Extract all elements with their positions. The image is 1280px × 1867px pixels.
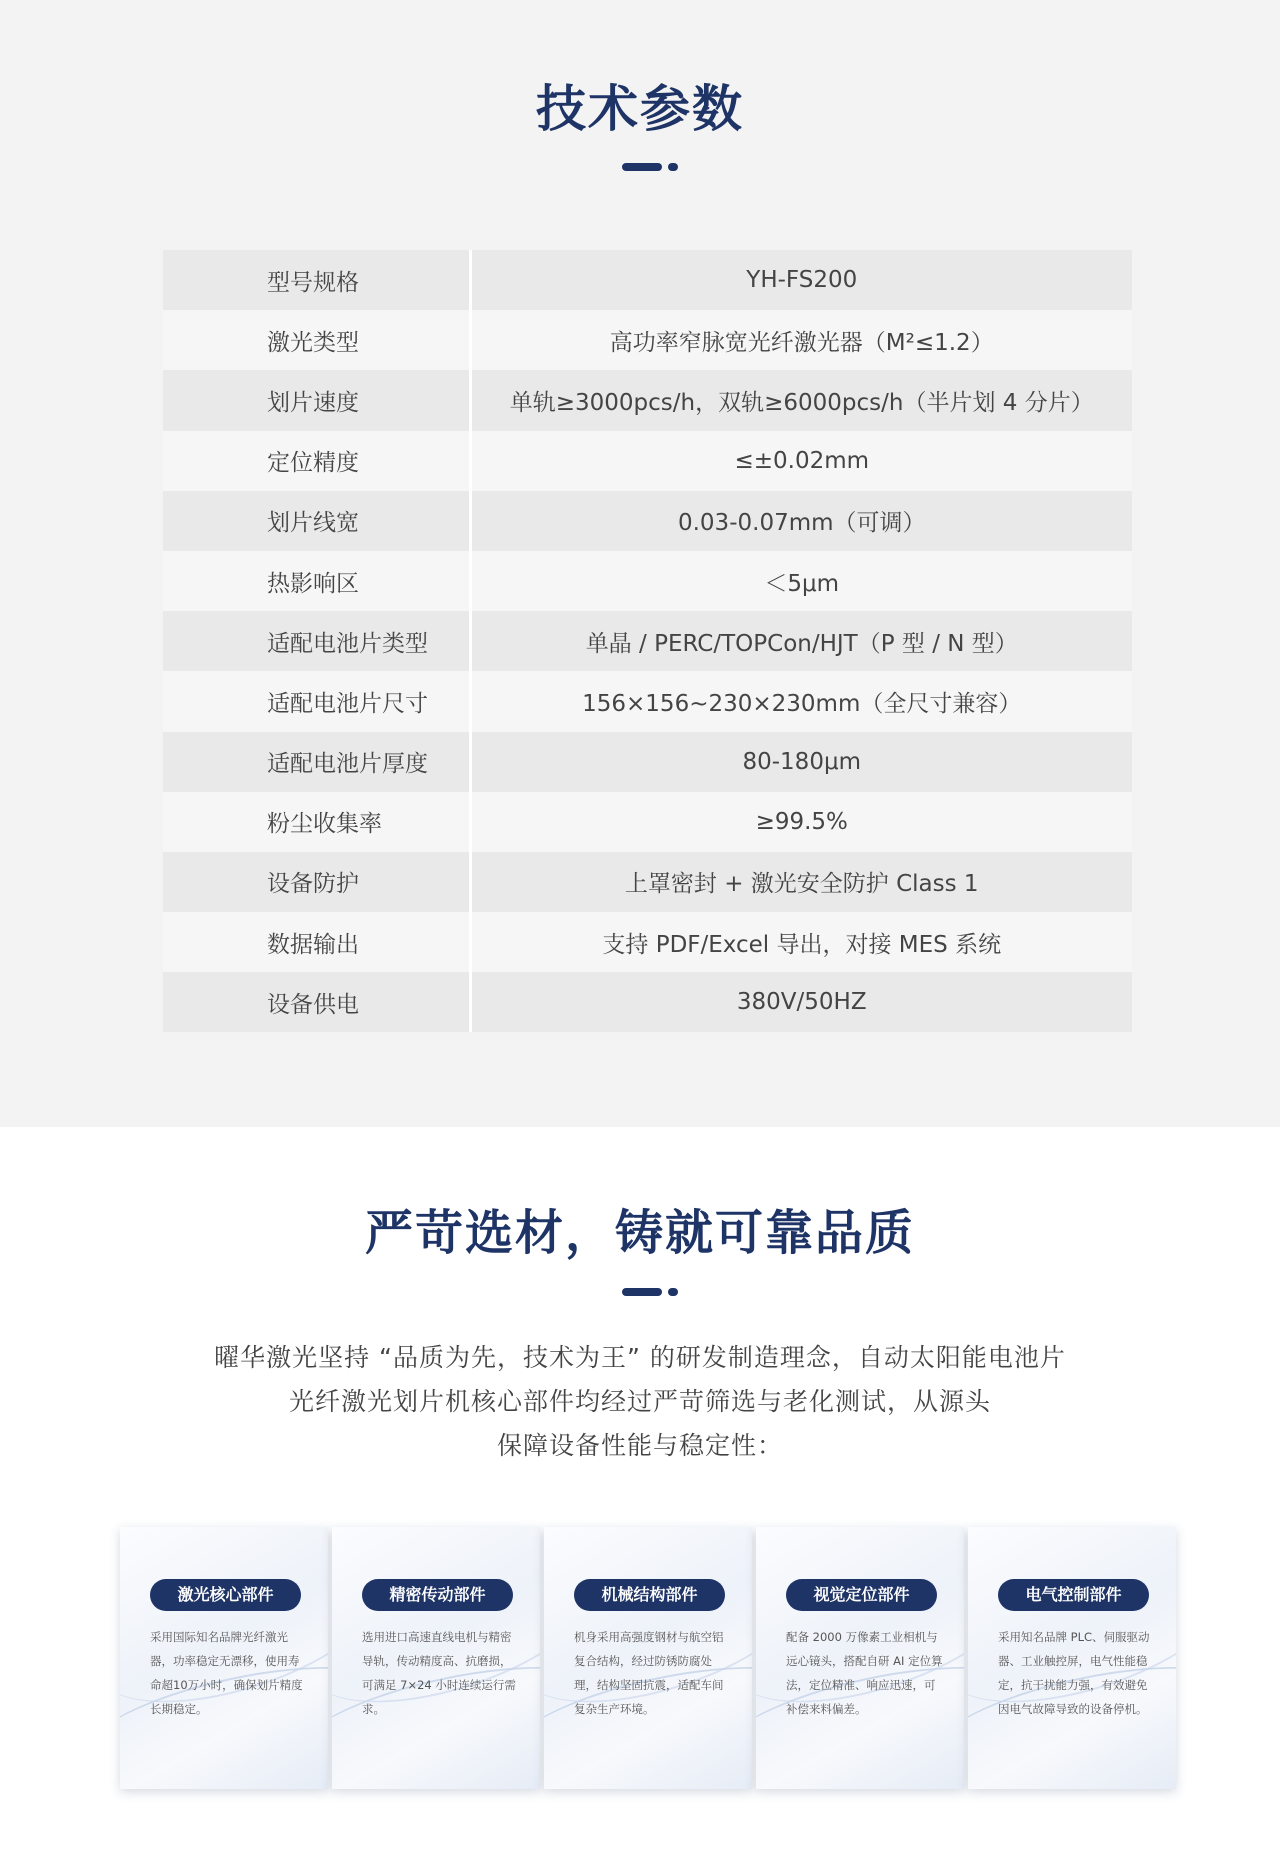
card-description: 选用进口高速直线电机与精密导轨，传动精度高、抗磨损，可满足 7×24 小时连续运行需求。 xyxy=(362,1630,516,1716)
spec-label: 划片速度 xyxy=(163,370,470,430)
spec-label: 适配电池片尺寸 xyxy=(163,671,470,731)
spec-label: 型号规格 xyxy=(163,250,470,310)
spec-value: 0.03-0.07mm（可调） xyxy=(470,491,1132,551)
spec-label: 数据输出 xyxy=(163,912,470,972)
spec-value: 上罩密封 + 激光安全防护 Class 1 xyxy=(470,852,1132,912)
spec-label: 划片线宽 xyxy=(163,491,470,551)
spec-value: 高功率窄脉宽光纤激光器（M²≤1.2） xyxy=(470,310,1132,370)
spec-label: 定位精度 xyxy=(163,431,470,491)
table-row xyxy=(163,491,1132,551)
spec-value: YH-FS200 xyxy=(470,250,1132,310)
table-row xyxy=(163,671,1132,731)
component-card-mechanical xyxy=(544,1527,752,1789)
table-row xyxy=(163,732,1132,792)
spec-label: 设备防护 xyxy=(163,852,470,912)
card-title-badge: 激光核心部件 xyxy=(150,1579,301,1611)
spec-value: ＜5μm xyxy=(470,551,1132,611)
spec-value: 支持 PDF/Excel 导出，对接 MES 系统 xyxy=(470,912,1132,972)
spec-label: 热影响区 xyxy=(163,551,470,611)
quality-intro xyxy=(0,1336,1280,1468)
component-card-laser xyxy=(120,1527,328,1789)
card-title-badge: 视觉定位部件 xyxy=(786,1579,937,1611)
component-cards xyxy=(120,1527,1176,1789)
spec-value: 单轨≥3000pcs/h，双轨≥6000pcs/h（半片划 4 分片） xyxy=(470,370,1132,430)
divider-dot xyxy=(668,163,678,171)
divider-bar xyxy=(622,163,662,171)
table-row xyxy=(163,611,1132,671)
table-row xyxy=(163,792,1132,852)
spec-value: ≥99.5% xyxy=(470,792,1132,852)
specs-title: 技术参数 xyxy=(536,80,744,138)
spec-label: 激光类型 xyxy=(163,310,470,370)
divider-dot xyxy=(668,1288,678,1296)
component-card-electrical xyxy=(968,1527,1176,1789)
spec-value: ≤±0.02mm xyxy=(470,431,1132,491)
table-row xyxy=(163,551,1132,611)
table-row xyxy=(163,852,1132,912)
spec-label: 粉尘收集率 xyxy=(163,792,470,852)
intro-line: 保障设备性能与稳定性： xyxy=(496,1431,783,1460)
card-description: 采用知名品牌 PLC、伺服驱动器、工业触控屏，电气性能稳定，抗干扰能力强，有效避免因电气故障导致的设备停机。 xyxy=(998,1630,1150,1716)
card-description: 采用国际知名品牌光纤激光器，功率稳定无漂移，使用寿命超10万小时，确保划片精度长期稳定。 xyxy=(150,1630,303,1716)
card-description: 配备 2000 万像素工业相机与远心镜头，搭配自研 AI 定位算法，定位精准、响应迅速，可补偿来料偏差。 xyxy=(786,1630,943,1716)
spec-value: 单晶 / PERC/TOPCon/HJT（P 型 / N 型） xyxy=(470,611,1132,671)
quality-title: 严苛选材，铸就可靠品质 xyxy=(364,1205,915,1261)
spec-label: 适配电池片类型 xyxy=(163,611,470,671)
table-row xyxy=(163,912,1132,972)
card-title-badge: 机械结构部件 xyxy=(574,1579,725,1611)
table-row xyxy=(163,972,1132,1032)
table-row xyxy=(163,250,1132,310)
specs-title-divider xyxy=(622,163,678,171)
component-card-transmission xyxy=(332,1527,540,1789)
spec-value: 80-180μm xyxy=(470,732,1132,792)
card-title-badge: 精密传动部件 xyxy=(362,1579,513,1611)
spec-value: 156×156~230×230mm（全尺寸兼容） xyxy=(470,671,1132,731)
component-card-vision xyxy=(756,1527,964,1789)
table-row xyxy=(163,431,1132,491)
spec-label: 适配电池片厚度 xyxy=(163,732,470,792)
table-row xyxy=(163,310,1132,370)
card-title-badge: 电气控制部件 xyxy=(998,1579,1149,1611)
spec-table xyxy=(163,250,1132,1032)
divider-bar xyxy=(622,1288,662,1296)
spec-value: 380V/50HZ xyxy=(470,972,1132,1032)
card-description: 机身采用高强度钢材与航空铝复合结构，经过防锈防腐处理，结构坚固抗震，适配车间复杂生产环境。 xyxy=(574,1630,724,1716)
quality-title-divider xyxy=(622,1288,678,1296)
intro-line: 曜华激光坚持 “品质为先，技术为王” 的研发制造理念，自动太阳能电池片 xyxy=(214,1343,1066,1372)
intro-line: 光纤激光划片机核心部件均经过严苛筛选与老化测试，从源头 xyxy=(288,1387,991,1416)
table-row xyxy=(163,370,1132,430)
spec-label: 设备供电 xyxy=(163,972,470,1032)
